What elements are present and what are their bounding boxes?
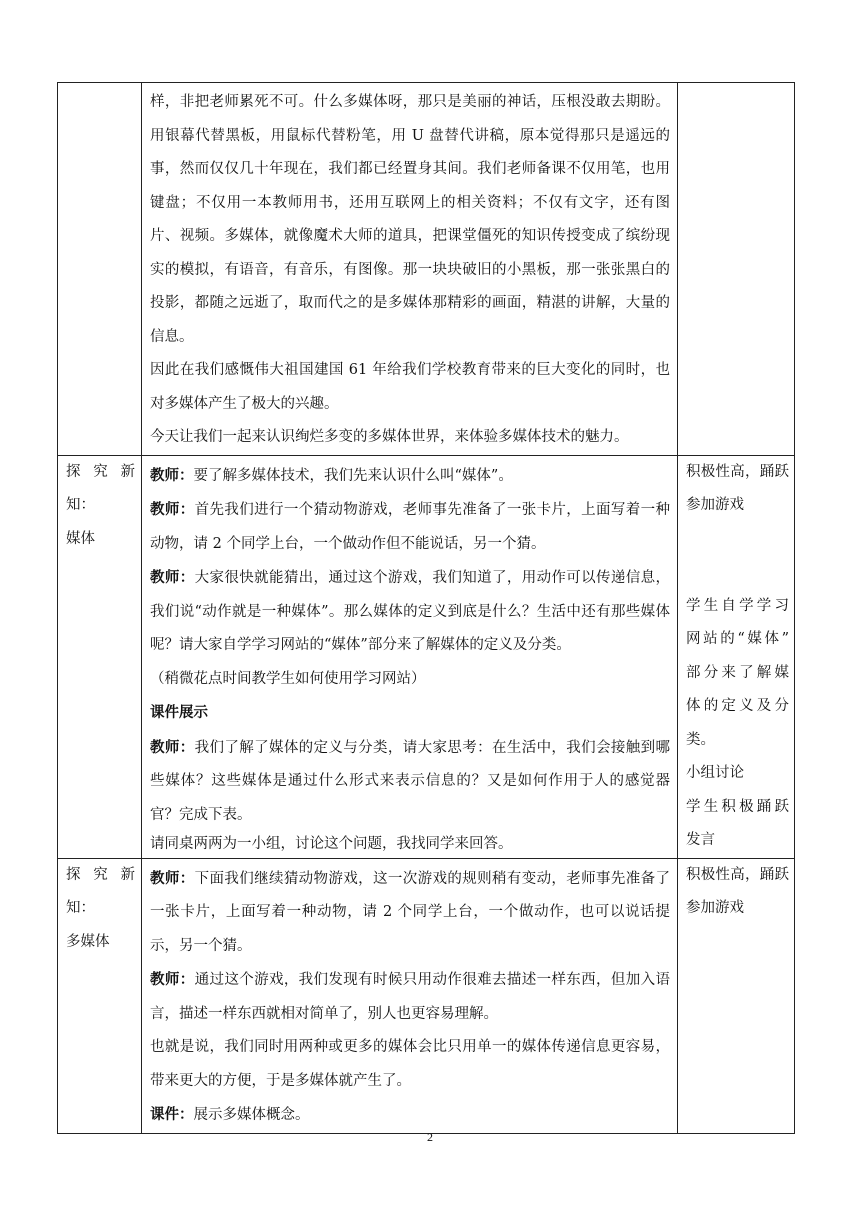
paragraph	[150, 963, 670, 1031]
student-activity-line: 类。	[686, 731, 715, 748]
paragraph-text: 展示多媒体概念。	[193, 1107, 310, 1123]
student-activity-line: 参加游戏	[686, 900, 744, 916]
student-activity-line	[686, 556, 789, 590]
student-activity-line: 发言	[686, 832, 715, 848]
student-activity-line: 积极性高，踊跃	[686, 866, 789, 883]
paragraph	[150, 1098, 670, 1133]
student-activity-cell	[678, 455, 795, 858]
paragraph	[150, 354, 670, 421]
paragraph-text: 大家很快就能猜出，通过这个游戏，我们知道了，用动作可以传递信息，我们说“动作就是一种媒体”。那么媒体的定义到底是什么？生活中还有那些媒体呢？请大家自学学习网站的“媒体”部分来了解媒体的定义及分类。	[150, 570, 671, 653]
stage-cell	[58, 83, 142, 456]
paragraph	[150, 862, 670, 964]
student-activity-line: 学生积极踊跃	[686, 798, 789, 815]
paragraph-text: 也就是说，我们同时用两种或更多的媒体会比只用单一的媒体传递信息更容易，带来更大的方便，于是多媒体就产生了。	[150, 1039, 670, 1089]
stage-cell	[58, 455, 142, 858]
stage-label-line: 知：	[66, 900, 95, 916]
paragraph-text: 我们了解了媒体的定义与分类，请大家思考：在生活中，我们会接触到哪些媒体？这些媒体是通过什么形式来表示信息的？又是如何作用于人的感觉器官？完成下表。	[150, 739, 671, 823]
speaker-label: 教师：	[150, 869, 195, 887]
student-activity-line: 参加游戏	[686, 497, 744, 513]
teacher-activity-cell	[142, 455, 678, 858]
paragraph	[150, 832, 670, 856]
paragraph	[150, 1031, 670, 1098]
stage-label-line: 知：	[66, 497, 95, 513]
student-activity-cell	[678, 83, 795, 456]
stage-label-line: 多媒体	[66, 933, 110, 950]
paragraph	[150, 663, 670, 697]
paragraph-text: 首先我们进行一个猜动物游戏，老师事先准备了一张卡片，上面写着一种动物，请 2 个同学上台，一个做动作但不能说话，另一个猜。	[150, 502, 671, 552]
student-activity-line: 学生自学学习	[686, 597, 789, 614]
student-activity-line	[686, 523, 789, 557]
paragraph	[150, 459, 670, 494]
speaker-label: 教师：	[150, 738, 195, 756]
speaker-label: 课件：	[150, 1106, 194, 1123]
paragraph-text: 下面我们继续猜动物游戏，这一次游戏的规则稍有变动，老师事先准备了一张卡片，上面写着一种动物，请 2 个同学上台，一个做动作，也可以说话提示，另一个猜。	[150, 870, 671, 954]
page-number: 2	[427, 1130, 433, 1144]
paragraph-text: 因此在我们感慨伟大祖国建国 61 年给我们学校教育带来的巨大变化的同时，也对多媒体产生了极大的兴趣。	[150, 362, 670, 412]
paragraph	[150, 86, 670, 354]
stage-label-line: 媒体	[66, 530, 95, 547]
paragraph	[150, 421, 670, 455]
lesson-plan-table	[57, 82, 795, 1134]
paragraph-text: （稍微花点时间教学生如何使用学习网站）	[150, 670, 426, 687]
student-activity-line: 网站的“媒体”	[686, 631, 789, 647]
speaker-label: 课件展示	[150, 704, 208, 721]
stage-cell	[58, 858, 142, 1133]
table-row	[58, 455, 795, 858]
paragraph-text: 今天让我们一起来认识绚烂多变的多媒体世界，来体验多媒体技术的魅力。	[150, 429, 629, 445]
speaker-label: 教师：	[150, 466, 194, 484]
student-activity-line: 体的定义及分	[686, 698, 789, 714]
paragraph-text: 要了解多媒体技术，我们先来认识什么叫“媒体”。	[193, 467, 513, 484]
paragraph-text: 样，非把老师累死不可。什么多媒体呀，那只是美丽的神话，压根没敢去期盼。用银幕代替黑板，用鼠标代替粉笔，用 U 盘替代讲稿，原本觉得那只是遥远的事，然而仅仅几十年现在，我们都已经置身其间。我们老师备课不仅用笔，也用键盘；不仅用一本教师用书，还用互联网上的相关资料；不仅有文字，还有图片、视频。多媒体，就像魔术大师的道具，把课堂僵死的知识传授变成了缤纷现实的模拟，有语音，有音乐，有图像。那一块块破旧的小黑板，那一张张黑白的投影，都随之远逝了，取而代之的是多媒体那精彩的画面，精湛的讲解，大量的信息。	[150, 94, 670, 345]
paragraph	[150, 731, 670, 833]
student-activity-line: 小组讨论	[686, 765, 744, 781]
student-activity-line: 积极性高，踊跃	[686, 463, 789, 480]
paragraph	[150, 561, 670, 663]
teacher-activity-cell	[142, 858, 678, 1133]
student-activity-line: 部分来了解媒	[686, 664, 789, 681]
speaker-label: 教师：	[150, 971, 195, 988]
paragraph-text: 通过这个游戏，我们发现有时候只用动作很难去描述一样东西，但加入语言，描述一样东西就相对简单了，别人也更容易理解。	[150, 972, 671, 1022]
paragraph	[150, 696, 670, 731]
speaker-label: 教师：	[150, 569, 195, 586]
table-row	[58, 83, 795, 456]
paragraph-text: 请同桌两两为一小组，讨论这个问题，我找同学来回答。	[150, 836, 513, 852]
table-row	[58, 858, 795, 1133]
speaker-label: 教师：	[150, 501, 195, 518]
student-activity-cell	[678, 858, 795, 1133]
stage-label-line: 探究新	[66, 866, 135, 883]
paragraph	[150, 493, 670, 561]
teacher-activity-cell	[142, 83, 678, 456]
stage-label-line: 探究新	[66, 463, 135, 480]
